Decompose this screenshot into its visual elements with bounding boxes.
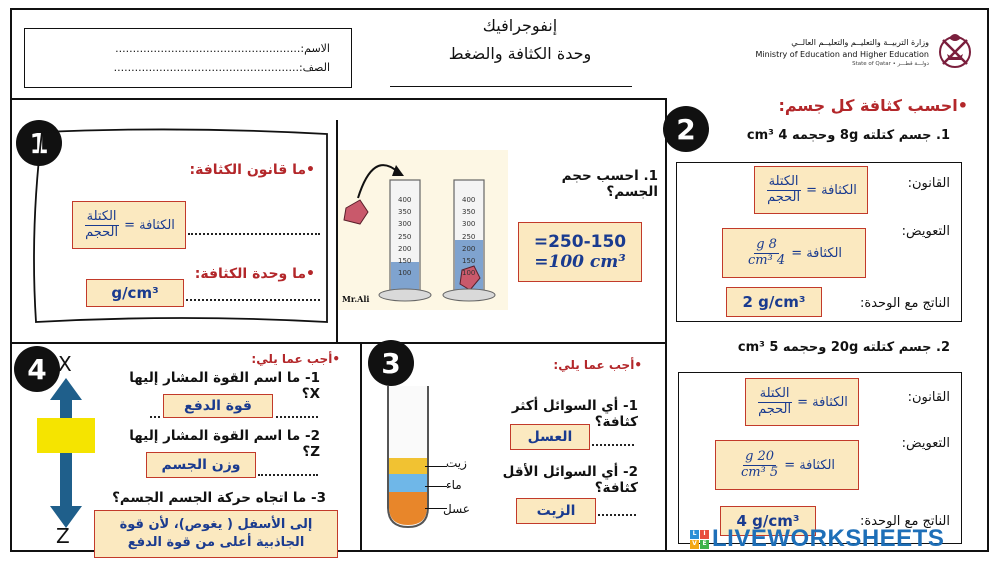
section4-q3: 3- ما اتجاه حركة الجسم الجسم؟ bbox=[112, 490, 326, 506]
section4-q2: 2- ما اسم القوة المشار إليها Z؟ bbox=[129, 428, 320, 460]
volume-answer-line1: =250-150 bbox=[533, 231, 627, 252]
liveworksheets-text: LIVEWORKSHEETS bbox=[712, 525, 945, 552]
label-z: Z bbox=[56, 524, 70, 548]
section4-dotted-2 bbox=[258, 474, 318, 476]
divider-left-middle bbox=[10, 342, 667, 344]
force-x-answer[interactable]: قوة الدفع bbox=[163, 394, 273, 418]
section2-item2: 2. جسم كتلته 20g وحجمه 5 cm³ bbox=[737, 340, 950, 355]
motion-direction-answer[interactable] bbox=[94, 510, 338, 558]
test-tube-icon bbox=[380, 382, 440, 532]
section-number-1: 1 bbox=[16, 120, 62, 166]
section1-q2: •ما وحدة الكثافة: bbox=[194, 266, 315, 282]
calc2-result-answer[interactable]: 4 g/cm³ bbox=[720, 506, 816, 536]
label-x: X bbox=[58, 352, 72, 376]
section1-dotted-line-1 bbox=[188, 233, 320, 235]
tube-label-pointer-2 bbox=[425, 486, 447, 487]
divider-top bbox=[10, 98, 667, 100]
ministry-logo bbox=[755, 28, 975, 78]
section2-item1: 1. جسم كتلته 8g وحجمه 4 cm³ bbox=[746, 128, 950, 143]
section-number-4: 4 bbox=[14, 346, 60, 392]
force-arrows-icon bbox=[36, 378, 96, 528]
density-denominator: الحجم bbox=[85, 224, 119, 240]
graduated-cylinders-icon bbox=[338, 150, 508, 310]
title-underline bbox=[390, 86, 632, 87]
section1-dotted-line-2 bbox=[186, 299, 320, 301]
density-numerator: الكتلة bbox=[86, 208, 117, 224]
section3-heading: •أجب عما يلي: bbox=[553, 358, 642, 372]
liveworksheets-badge: L I V E bbox=[690, 530, 709, 549]
label-water: ماء bbox=[446, 478, 462, 492]
section3-dotted-2 bbox=[598, 514, 636, 516]
ministry-name-en: Ministry of Education and Higher Education bbox=[755, 50, 929, 59]
calc1-substitution-answer[interactable]: الكثافة = $\frac{8 g}{\text{4 cm³}}$ bbox=[722, 228, 866, 278]
density-lhs: الكثافة = bbox=[124, 217, 175, 233]
illustration-credit: Mr.Ali bbox=[342, 294, 370, 304]
cylinder2-ticks: 400 350 300 250 200 150 100 bbox=[462, 196, 476, 278]
sub-label-2: التعويض: bbox=[901, 436, 950, 451]
section4-heading: •أجب عما يلي: bbox=[251, 352, 340, 366]
least-dense-liquid-answer[interactable]: الزيت bbox=[516, 498, 596, 524]
divider-vertical-main bbox=[665, 100, 667, 552]
section1-q1: •ما قانون الكثافة: bbox=[189, 162, 315, 178]
cylinders-illustration bbox=[338, 150, 508, 310]
qatar-emblem-icon bbox=[935, 28, 975, 72]
section-number-2: 2 bbox=[663, 106, 709, 152]
result-label-1: الناتج مع الوحدة: bbox=[860, 296, 950, 311]
section4-dotted-1a bbox=[150, 416, 160, 418]
motion-answer-line2: الجاذبية أعلى من قوة الدفع bbox=[127, 535, 305, 550]
section4-dotted-1b bbox=[276, 416, 318, 418]
floating-block bbox=[37, 418, 95, 453]
label-oil: زيت bbox=[446, 456, 467, 470]
name-field[interactable]: الاسم:..................................................... bbox=[115, 42, 330, 55]
law-label-1: القانون: bbox=[907, 176, 950, 191]
section3-q2: 2- أي السوائل الأقل كثافة؟ bbox=[502, 464, 638, 496]
label-honey: عسل bbox=[443, 502, 470, 516]
class-field[interactable]: الصف:..................................................... bbox=[113, 61, 330, 74]
volume-answer-line2: =100 cm³ bbox=[534, 252, 626, 272]
ministry-name-ar: وزارة التربيــة والتعليــم والتعليــم العالــي bbox=[791, 38, 929, 47]
section4-q1: 1- ما اسم القوة المشار إليها X؟ bbox=[129, 370, 320, 402]
section2-title: •احسب كثافة كل جسم: bbox=[778, 96, 968, 115]
calc1-result-answer[interactable]: 2 g/cm³ bbox=[726, 287, 822, 317]
student-info-box bbox=[24, 28, 352, 88]
page-subtitle: وحدة الكثافة والضغط bbox=[448, 44, 592, 63]
divider-vertical-bottom bbox=[360, 342, 362, 552]
force-z-answer[interactable]: وزن الجسم bbox=[146, 452, 256, 478]
volume-question: 1. احسب حجم الجسم؟ bbox=[561, 168, 658, 200]
density-law-answer[interactable] bbox=[72, 201, 186, 249]
law-label-2: القانون: bbox=[907, 390, 950, 405]
calc2-law-answer[interactable]: الكثافة = $\frac{\text{الكتلة}}{\text{الحجم}}$ bbox=[745, 378, 859, 426]
calc2-substitution-answer[interactable]: الكثافة = $\frac{20 g}{\text{5 cm³}}$ bbox=[715, 440, 859, 490]
density-unit-answer[interactable]: g/cm³ bbox=[86, 279, 184, 307]
section-number-3: 3 bbox=[368, 340, 414, 386]
tube-label-pointer-1 bbox=[425, 466, 447, 467]
sub-label-1: التعويض: bbox=[901, 224, 950, 239]
ministry-state: State of Qatar • دولـــة قطـــر bbox=[852, 61, 929, 67]
liveworksheets-watermark bbox=[690, 526, 944, 552]
page-title: إنفوجرافيك bbox=[482, 16, 558, 35]
volume-answer[interactable] bbox=[518, 222, 642, 282]
section3-q1: 1- أي السوائل أكثر كثافة؟ bbox=[511, 398, 638, 430]
motion-answer-line1: إلى الأسفل ( يغوص)، لأن قوة bbox=[119, 517, 313, 533]
section3-dotted-1 bbox=[592, 444, 634, 446]
densest-liquid-answer[interactable]: العسل bbox=[510, 424, 590, 450]
cylinder1-ticks: 400 350 300 250 200 150 100 bbox=[398, 196, 412, 278]
result-label-2: الناتج مع الوحدة: bbox=[860, 514, 950, 529]
calc1-law-answer[interactable]: الكثافة = $\frac{\text{الكتلة}}{\text{الحجم}}$ bbox=[754, 166, 868, 214]
